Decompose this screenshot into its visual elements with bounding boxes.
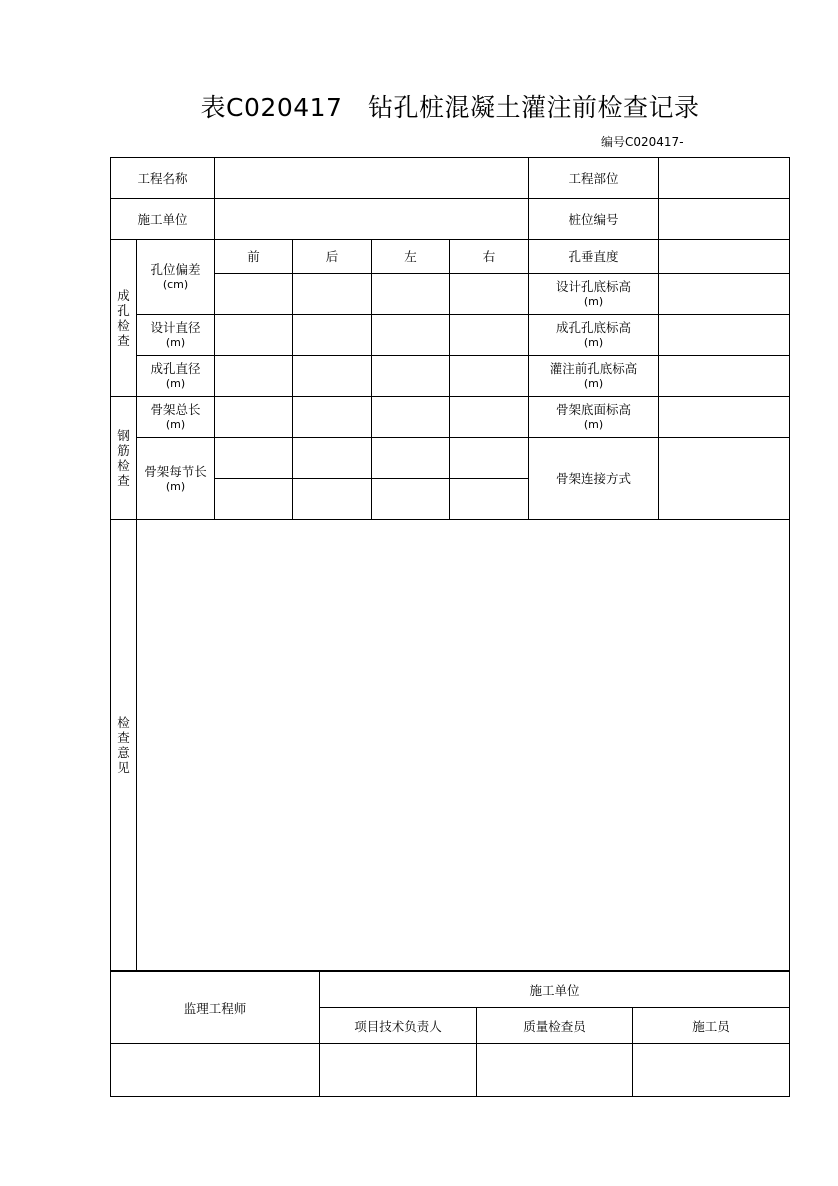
cage-length-label: 骨架总长 (m) xyxy=(137,397,215,438)
quality-inspector-label: 质量检查员 xyxy=(477,1008,633,1044)
project-part-value[interactable] xyxy=(659,158,790,199)
design-diameter-label: 设计直径 (m) xyxy=(137,315,215,356)
pile-number-value[interactable] xyxy=(659,199,790,240)
signature-table xyxy=(110,971,790,1097)
rebar-check-section xyxy=(111,397,137,520)
cage-length-3[interactable] xyxy=(372,397,450,438)
supervisor-signature[interactable] xyxy=(111,1044,320,1097)
actual-bottom-label: 成孔孔底标高 (m) xyxy=(529,315,659,356)
hole-check-label: 成孔检查 xyxy=(117,288,130,348)
design-dia-left[interactable] xyxy=(372,315,450,356)
inspection-table xyxy=(110,157,790,971)
segment-length-1a[interactable] xyxy=(215,438,293,479)
pre-pour-bottom-label: 灌注前孔底标高 (m) xyxy=(529,356,659,397)
pre-pour-bottom-value[interactable] xyxy=(659,356,790,397)
quality-inspector-signature[interactable] xyxy=(477,1044,633,1097)
design-dia-back[interactable] xyxy=(293,315,372,356)
cage-length-2[interactable] xyxy=(293,397,372,438)
direction-right: 右 xyxy=(450,240,529,274)
segment-length-2a[interactable] xyxy=(293,438,372,479)
connection-label: 骨架连接方式 xyxy=(529,438,659,520)
actual-dia-right[interactable] xyxy=(450,356,529,397)
design-bottom-value[interactable] xyxy=(659,274,790,315)
position-deviation-label: 孔位偏差 (cm) xyxy=(137,240,215,315)
supervisor-label: 监理工程师 xyxy=(111,972,320,1044)
opinion-section xyxy=(111,520,137,971)
verticality-label: 孔垂直度 xyxy=(529,240,659,274)
position-dev-back[interactable] xyxy=(293,274,372,315)
cage-bottom-value[interactable] xyxy=(659,397,790,438)
actual-dia-back[interactable] xyxy=(293,356,372,397)
form-code: 编号C020417- xyxy=(601,135,684,149)
rebar-check-label: 钢筋检查 xyxy=(117,428,130,488)
construction-unit-value[interactable] xyxy=(215,199,529,240)
constructor-label: 施工员 xyxy=(633,1008,790,1044)
tech-lead-signature[interactable] xyxy=(320,1044,477,1097)
sign-construction-unit-label: 施工单位 xyxy=(320,972,790,1008)
project-name-label: 工程名称 xyxy=(111,158,215,199)
segment-length-4b[interactable] xyxy=(450,479,529,520)
construction-unit-label: 施工单位 xyxy=(111,199,215,240)
segment-length-3b[interactable] xyxy=(372,479,450,520)
design-dia-front[interactable] xyxy=(215,315,293,356)
position-dev-left[interactable] xyxy=(372,274,450,315)
actual-diameter-label: 成孔直径 (m) xyxy=(137,356,215,397)
opinion-label: 检查意见 xyxy=(117,715,130,775)
direction-back: 后 xyxy=(293,240,372,274)
pile-number-label: 桩位编号 xyxy=(529,199,659,240)
direction-left: 左 xyxy=(372,240,450,274)
segment-length-3a[interactable] xyxy=(372,438,450,479)
cage-bottom-label: 骨架底面标高 (m) xyxy=(529,397,659,438)
project-name-value[interactable] xyxy=(215,158,529,199)
project-part-label: 工程部位 xyxy=(529,158,659,199)
connection-value[interactable] xyxy=(659,438,790,520)
position-dev-right[interactable] xyxy=(450,274,529,315)
direction-front: 前 xyxy=(215,240,293,274)
position-dev-front[interactable] xyxy=(215,274,293,315)
opinion-value[interactable] xyxy=(137,520,790,971)
segment-length-1b[interactable] xyxy=(215,479,293,520)
actual-dia-front[interactable] xyxy=(215,356,293,397)
verticality-value[interactable] xyxy=(659,240,790,274)
hole-check-section xyxy=(111,240,137,397)
cage-length-1[interactable] xyxy=(215,397,293,438)
actual-bottom-value[interactable] xyxy=(659,315,790,356)
tech-lead-label: 项目技术负责人 xyxy=(320,1008,477,1044)
cage-length-4[interactable] xyxy=(450,397,529,438)
design-bottom-label: 设计孔底标高 (m) xyxy=(529,274,659,315)
segment-length-4a[interactable] xyxy=(450,438,529,479)
page-title: 表C020417 钻孔桩混凝土灌注前检查记录 xyxy=(200,93,700,122)
constructor-signature[interactable] xyxy=(633,1044,790,1097)
actual-dia-left[interactable] xyxy=(372,356,450,397)
segment-length-label: 骨架每节长 (m) xyxy=(137,438,215,520)
design-dia-right[interactable] xyxy=(450,315,529,356)
segment-length-2b[interactable] xyxy=(293,479,372,520)
